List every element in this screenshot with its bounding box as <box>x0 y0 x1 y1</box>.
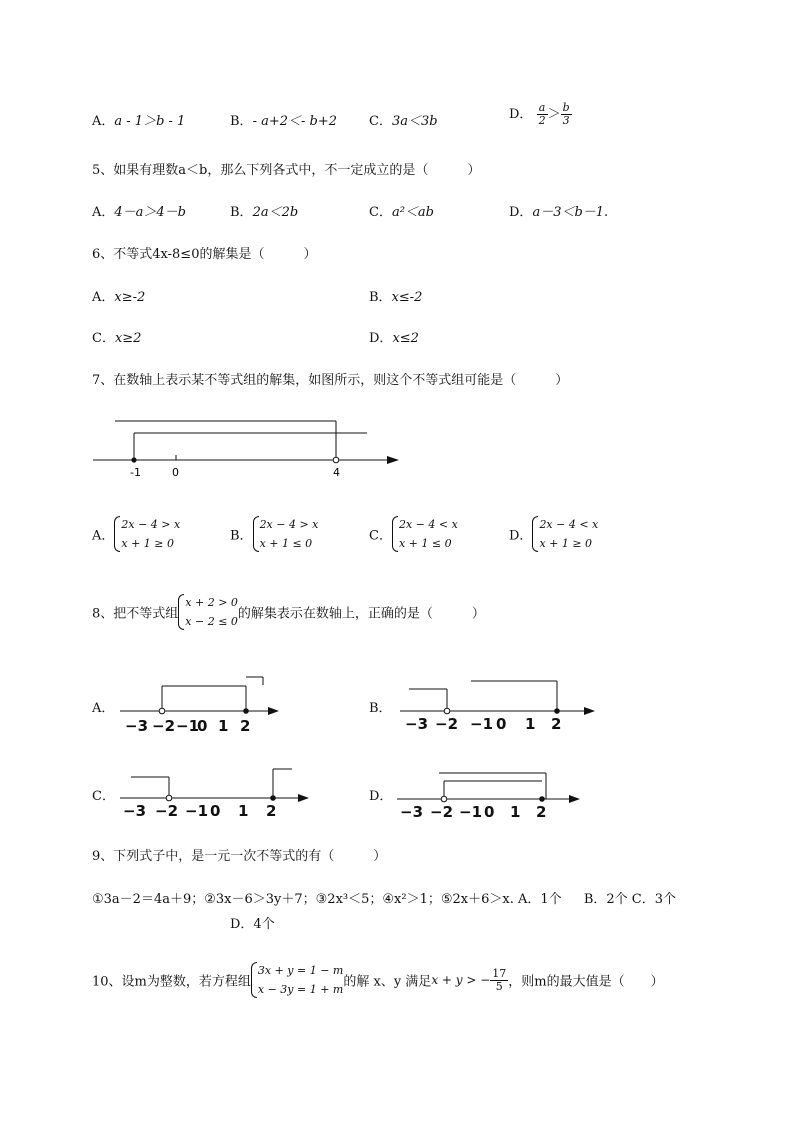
q9-option-a[interactable]: A．1个 <box>518 892 562 907</box>
q8-option-c-label[interactable]: C． <box>92 789 115 804</box>
tick-label: −1 <box>470 715 494 733</box>
fraction-17-over-5: $\frac{17}{5}$ <box>492 966 507 993</box>
q9-option-b[interactable]: B．2个 <box>583 892 628 907</box>
option-label: D． <box>509 107 533 122</box>
option-label: B． <box>230 114 253 129</box>
tick-label: −1 <box>185 802 209 820</box>
axis-arrow-icon <box>569 795 580 803</box>
fraction-b-over-3: $\frac{b}{3}$ <box>562 101 570 127</box>
tick-label: 2 <box>240 717 251 735</box>
axis-arrow-icon <box>584 707 595 715</box>
closed-point-two <box>243 708 249 714</box>
q5-option-b[interactable]: B．2a＜2b <box>230 205 299 220</box>
q8-option-b-number-line[interactable] <box>395 673 605 735</box>
tick-label: −2 <box>152 717 176 735</box>
q7-option-c[interactable]: C． 2x − 4 < x x + 1 ≤ 0 <box>369 515 458 553</box>
tick-label: −3 <box>123 802 147 820</box>
tick-label: 0 <box>496 715 507 733</box>
closed-point-two <box>554 708 560 714</box>
q5-option-d[interactable]: D．a－3＜b－1. <box>509 205 609 220</box>
tick-label: −3 <box>125 717 149 735</box>
q7-number-line <box>90 415 410 483</box>
tick-label: 2 <box>551 715 562 733</box>
open-point-minus-two <box>444 708 450 714</box>
equation-system: 3x + y = 1 − m x − 3y = 1 + m <box>251 961 343 999</box>
q5-stem: 5、如果有理数a＜b，那么下列各式中，不一定成立的是（ ） <box>92 163 481 178</box>
closed-point-two <box>270 795 276 801</box>
q7-stem: 7、在数轴上表示某不等式组的解集，如图所示，则这个不等式组可能是（ ） <box>92 373 569 388</box>
inequality-system: 2x − 4 > x x + 1 ≤ 0 <box>253 515 319 553</box>
q6-stem: 6、不等式4x-8≤0的解集是（ ） <box>92 247 317 262</box>
axis-arrow-icon <box>268 707 279 715</box>
option-text: a - 1＞b - 1 <box>114 114 186 129</box>
q8-option-b-label[interactable]: B． <box>369 701 392 716</box>
condition-expression: x + y > − <box>431 973 491 987</box>
q9-stem: 9、下列式子中，是一元一次不等式的有（ ） <box>92 849 387 864</box>
tick-label: 1 <box>218 717 229 735</box>
tick-label: −1 <box>176 717 200 735</box>
label-four: 4 <box>333 466 340 479</box>
option-label: C． <box>369 114 392 129</box>
axis-arrow-icon <box>387 456 399 464</box>
open-point-minus-two <box>441 796 447 802</box>
expression-list: ①3a－2＝4a＋9；②3x－6＞3y＋7；③2x³＜5；④x²＞1；⑤2x＋6＞x. <box>92 892 514 907</box>
q6-option-d[interactable]: D．x≤2 <box>369 331 419 346</box>
tick-label: −3 <box>400 803 424 821</box>
tick-label: −2 <box>430 803 454 821</box>
q7-option-b[interactable]: B． 2x − 4 > x x + 1 ≤ 0 <box>230 515 318 553</box>
q4-option-b[interactable] <box>230 110 337 129</box>
q4-option-c[interactable] <box>369 110 438 129</box>
open-point-minus-two <box>159 708 165 714</box>
option-text: - a+2＜- b+2 <box>252 114 338 129</box>
q9-option-d[interactable]: D．4个 <box>230 917 275 932</box>
inequality-system: 2x − 4 > x x + 1 ≥ 0 <box>114 515 180 553</box>
tick-label: 0 <box>210 802 221 820</box>
tick-label: 0 <box>197 717 208 735</box>
q8-stem: 8、把不等式组 x + 2 > 0 x − 2 ≤ 0 的解集表示在数轴上，正确的是（ ） <box>92 593 485 631</box>
inequality-system: 2x − 4 < x x + 1 ≤ 0 <box>392 515 458 553</box>
q5-option-c[interactable]: C．a²＜ab <box>369 205 434 220</box>
axis-arrow-icon <box>298 794 309 802</box>
q7-option-d[interactable]: D． 2x − 4 < x x + 1 ≥ 0 <box>509 515 598 553</box>
tick-label: 1 <box>525 715 536 733</box>
q6-option-b[interactable]: B．x≤-2 <box>369 290 423 305</box>
tick-label: −3 <box>405 715 429 733</box>
relation-sign: ＞ <box>547 107 561 122</box>
inequality-system: 2x − 4 < x x + 1 ≥ 0 <box>532 515 598 553</box>
q4-option-a[interactable] <box>92 110 185 129</box>
option-text: 3a＜3b <box>391 114 438 129</box>
q10-stem: 10、设m为整数，若方程组 3x + y = 1 − m x − 3y = 1 + m 的解 x、y 满足x + y > − $\frac{17}{5}$ ，则m的最大值是（ ） <box>92 961 664 999</box>
q9-items <box>92 888 676 907</box>
label-zero: 0 <box>172 466 179 479</box>
tick-label: 1 <box>238 802 249 820</box>
tick-label: 2 <box>266 802 277 820</box>
q8-option-a-number-line[interactable] <box>115 673 285 735</box>
closed-point-two <box>539 796 545 802</box>
q8-option-d-label[interactable]: D． <box>369 789 393 804</box>
tick-label: −2 <box>155 802 179 820</box>
tick-label: −2 <box>435 715 459 733</box>
q6-option-a[interactable]: A．x≥-2 <box>92 290 146 305</box>
open-point-four <box>333 457 339 463</box>
q8-option-d-number-line[interactable] <box>392 765 588 823</box>
tick-label: 2 <box>536 803 547 821</box>
label-minus-one: -1 <box>130 466 141 479</box>
tick-label: 1 <box>510 803 521 821</box>
q5-option-a[interactable]: A．4－a＞4－b <box>92 205 187 220</box>
closed-point-minus-one <box>131 457 136 462</box>
q8-option-c-number-line[interactable] <box>115 762 315 822</box>
inequality-system: x + 2 > 0 x − 2 ≤ 0 <box>178 593 238 631</box>
q8-option-a-label[interactable]: A． <box>92 701 115 716</box>
q6-option-c[interactable]: C．x≥2 <box>92 331 142 346</box>
fraction-a-over-2: $\frac{a}{2}$ <box>538 101 546 127</box>
tick-label: −1 <box>459 803 483 821</box>
tick-label: 0 <box>484 803 495 821</box>
q9-option-c[interactable]: C．3个 <box>631 892 676 907</box>
q7-option-a[interactable]: A． 2x − 4 > x x + 1 ≥ 0 <box>92 515 180 553</box>
q4-option-d[interactable] <box>509 102 572 127</box>
open-point-minus-two <box>166 795 172 801</box>
option-label: A． <box>92 114 115 129</box>
